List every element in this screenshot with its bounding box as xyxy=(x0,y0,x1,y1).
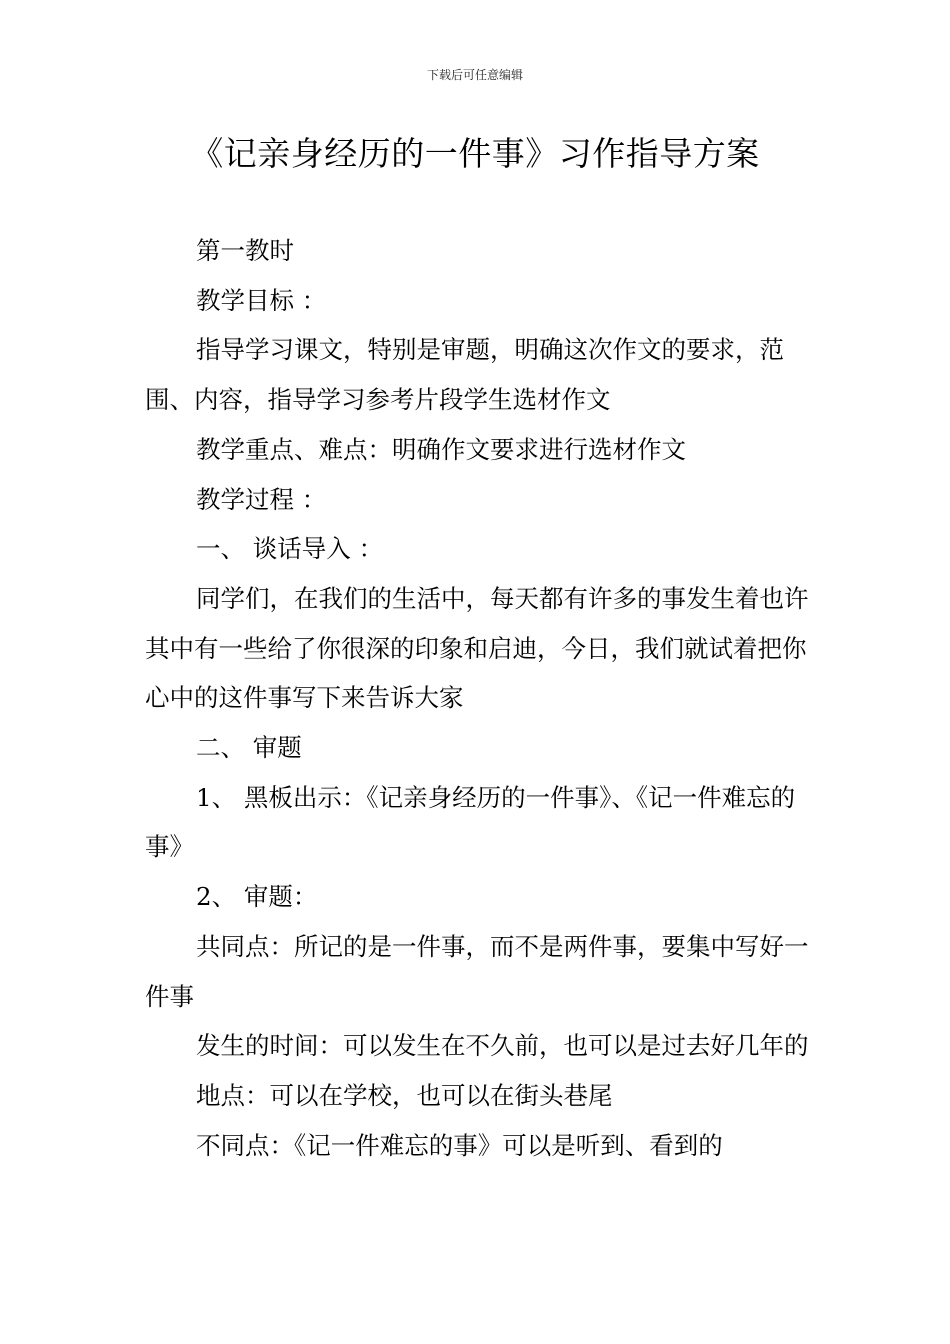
paragraph-key-points: 教学重点、难点：明确作文要求进行选材作文 xyxy=(196,434,686,464)
paragraph-common-points: 共同点：所记的是一件事，而不是两件事，要集中写好一件事 xyxy=(145,931,809,1011)
header-note: 下载后可任意编辑 xyxy=(426,68,523,82)
paragraph-goals: 指导学习课文，特别是审题，明确这次作文的要求，范围、内容，指导学习参考片段学生选材作文 xyxy=(145,335,784,415)
paragraph-goals-heading: 教学目标 ： xyxy=(196,285,327,315)
paragraph-intro: 同学们，在我们的生活中，每天都有许多的事发生着也许其中有一些给了你很深的印象和启迪，今日，我们就试着把你心中的这件事写下来告诉大家 xyxy=(145,583,809,713)
paragraph-item-one: 1、 黑板出示：《记亲身经历的一件事》、《记一件难忘的事》 xyxy=(145,782,796,862)
document-body xyxy=(145,226,810,1170)
document-title: 《记亲身经历的一件事》习作指导方案 xyxy=(190,134,760,173)
paragraph-lesson: 第一教时 xyxy=(196,236,294,265)
paragraph-differences: 不同点：《记一件难忘的事》可以是听到、看到的 xyxy=(196,1130,723,1160)
paragraph-time: 发生的时间：可以发生在不久前，也可以是过去好几年的 xyxy=(196,1031,809,1061)
paragraph-process-heading: 教学过程 ： xyxy=(196,484,327,514)
paragraph-item-two: 2、 审题： xyxy=(196,882,318,912)
paragraph-section-one: 一、 谈话导入 ： xyxy=(196,534,384,564)
paragraph-section-two: 二、 审题 xyxy=(196,733,302,763)
paragraph-place: 地点：可以在学校，也可以在街头巷尾 xyxy=(196,1080,613,1110)
